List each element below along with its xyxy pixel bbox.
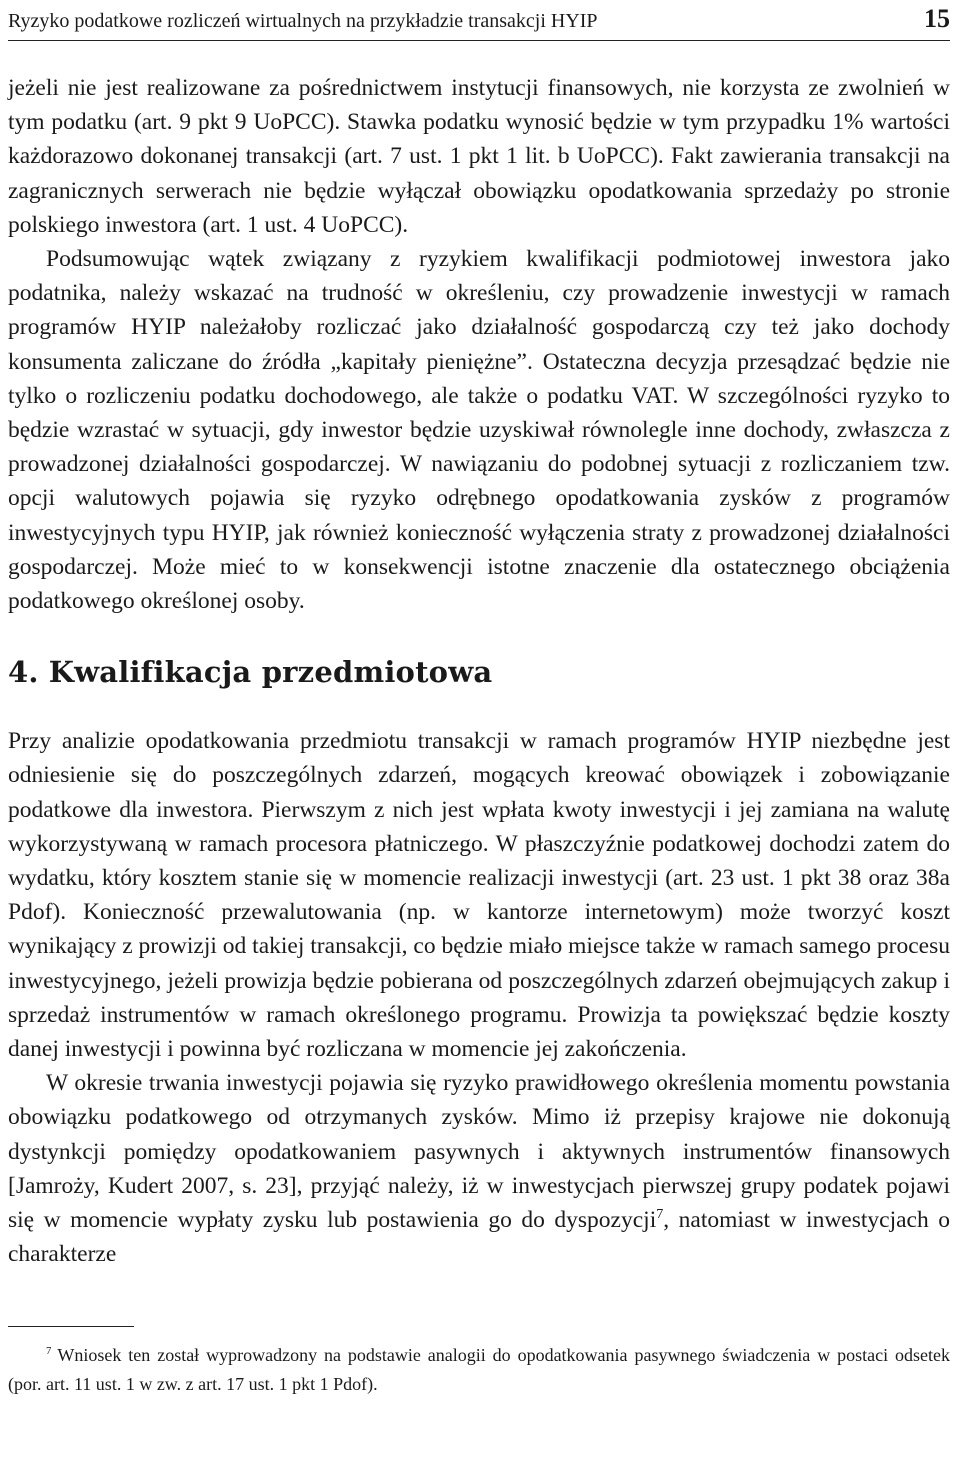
body-text bbox=[8, 71, 950, 1272]
paragraph-investment-period bbox=[8, 1066, 950, 1271]
running-header bbox=[8, 0, 950, 41]
footnote-divider bbox=[8, 1326, 134, 1327]
section-heading bbox=[8, 654, 950, 690]
paragraph-text-continued: , natomiast w inwestycjach o charakterze bbox=[8, 1207, 950, 1268]
section-number: 4. bbox=[8, 655, 39, 690]
footnote-text: Wniosek ten został wyprowadzony na podstawie analogii do opodatkowania pasywnego świadczenia w postaci odsetek (por. art. 11 ust. 1 w zw. z art. 17 ust. 1 pkt 1 Pdof). bbox=[8, 1344, 950, 1394]
section-title: Kwalifikacja przedmiotowa bbox=[48, 655, 493, 690]
footnote-reference: 7 bbox=[656, 1206, 664, 1223]
running-title: Ryzyko podatkowe rozliczeń wirtualnych na przykładzie transakcji HYIP bbox=[8, 10, 598, 32]
paragraph-subject-analysis: Przy analizie opodatkowania przedmiotu transakcji w ramach programów HYIP niezbędne jest odniesienie się do poszczególnych zdarzeń, mogących kreować obowiązek i zobowiązanie podatkowe dla inwestora. Pierwszym z nich jest wpłata kwoty inwestycji i jej zamiana na walutę wykorzystywaną w ramach procesora płatniczego. W płaszczyźnie podatkowej dochodzi zatem do wydatku, który kosztem stanie się w momencie realizacji inwestycji (art. 23 ust. 1 pkt 38 oraz 38a Pdof). Konieczność przewalutowania (np. w kantorze internetowym) może tworzyć koszt wynikający z prowizji od takiej transakcji, co będzie miało miejsce także w ramach samego procesu inwestycyjnego, jeżeli prowizja będzie pobierana od poszczególnych zdarzeń obejmujących zakup i sprzedaż instrumentów w ramach określonego programu. Prowizja ta powiększać będzie koszty danej inwestycji i powinna być rozliczana w momencie jej zakończenia. bbox=[8, 728, 950, 1063]
page bbox=[8, 0, 950, 1399]
paragraph-text: W okresie trwania inwestycji pojawia się ryzyko prawidłowego określenia momentu powstania obowiązku podatkowego od otrzymanych zysków. Mimo iż przepisy krajowe nie dokonują dystynkcji pomiędzy opodatkowaniem pasywnych i aktywnych instrumentów finansowych [Jamroży, Kudert 2007, s. 23], przyjąć należy, iż w inwestycjach pierwszej grupy podatek pojawi się w momencie wypłaty zysku lub postawienia go do dyspozycji bbox=[8, 1070, 950, 1234]
paragraph-continued: jeżeli nie jest realizowane za pośrednictwem instytucji finansowych, nie korzysta ze zwolnień w tym podatku (art. 9 pkt 9 UoPCC). Stawka podatku wynosić będzie w tym przypadku 1% wartości każdorazowo dokonanej transakcji (art. 7 ust. 1 pkt 1 lit. b UoPCC). Fakt zawierania transakcji na zagranicznych serwerach nie będzie wyłączał obowiązku opodatkowania sprzedaży po stronie polskiego inwestora (art. 1 ust. 4 UoPCC). bbox=[8, 75, 950, 238]
footnote bbox=[8, 1341, 950, 1399]
paragraph-summary: Podsumowując wątek związany z ryzykiem kwalifikacji podmiotowej inwestora jako podatnika, należy wskazać na trudność w określeniu, czy prowadzenie inwestycji w ramach programów HYIP należałoby rozliczać jako działalność gospodarczą czy też jako dochody konsumenta zaliczane do źródła „kapitały pieniężne”. Ostateczna decyzja przesądzać będzie nie tylko o rozliczeniu podatku dochodowego, ale także o podatku VAT. W szczególności ryzyko to będzie wzrastać w sytuacji, gdy inwestor będzie uzyskiwał równolegle inne dochody, zwłaszcza z prowadzonej działalności gospodarczej. W nawiązaniu do podobnej sytuacji z rozliczaniem tzw. opcji walutowych pojawia się ryzyko odrębnego opodatkowania zysków z programów inwestycyjnych typu HYIP, jak również konieczność wyłączenia straty z prowadzonej działalności gospodarczej. Może mieć to w konsekwencji istotne znaczenie dla ostatecznego obciążenia podatkowego określonej osoby. bbox=[8, 246, 950, 615]
page-number: 15 bbox=[924, 4, 950, 33]
footnote-paragraph bbox=[8, 1341, 950, 1399]
footnote-marker: 7 bbox=[46, 1344, 52, 1357]
